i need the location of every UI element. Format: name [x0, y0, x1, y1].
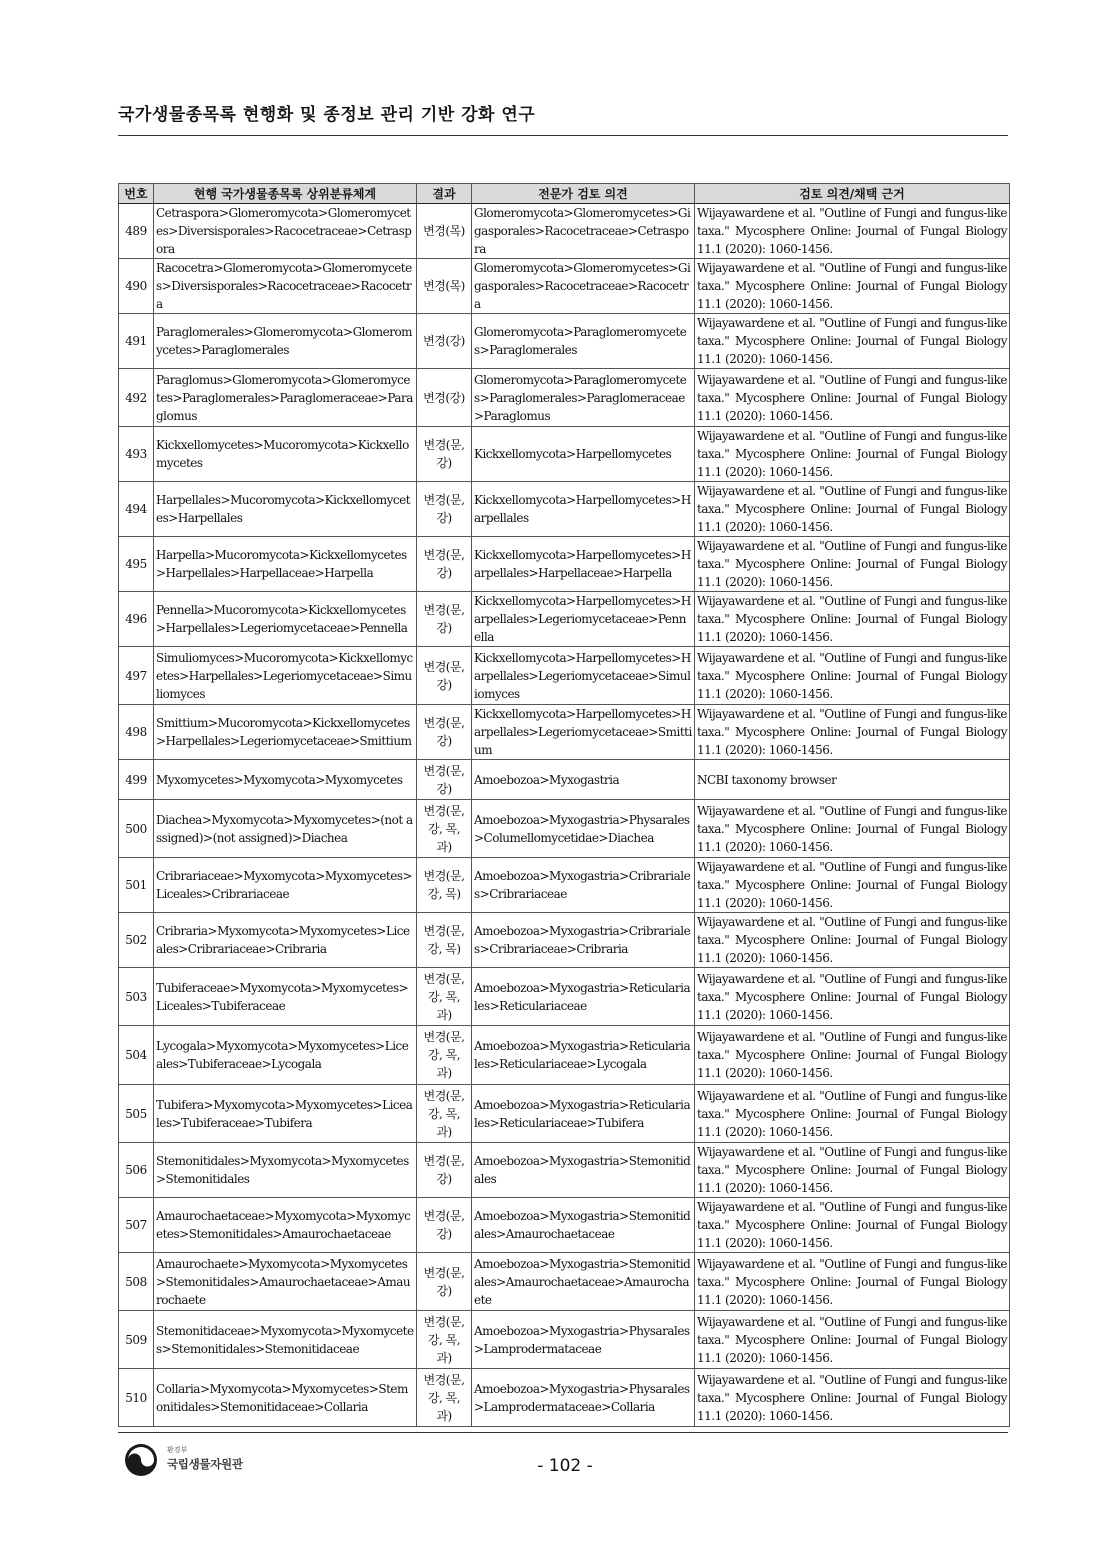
expert-opinion: Amoebozoa>Myxogastria>Reticulariales>Reticulariaceae: [472, 968, 695, 1026]
review-basis: Wijayawardene et al. "Outline of Fungi and fungus-like taxa." Mycosphere Online: Journal of Fungal Biology 11.1 (2020): 1060-1456.: [695, 204, 1010, 259]
current-classification: Paraglomus>Glomeromycota>Glomeromycetes>Paraglomerales>Paraglomeraceae>Paraglomus: [154, 369, 417, 427]
review-result: 변경(문, 강, 목, 과): [417, 1085, 472, 1143]
current-classification: Harpellales>Mucoromycota>Kickxellomycetes>Harpellales: [154, 482, 417, 537]
table-row: [119, 968, 1010, 1026]
review-result: 변경(문, 강): [417, 760, 472, 800]
review-result: 변경(문, 강): [417, 1143, 472, 1198]
row-number: 502: [119, 913, 154, 968]
current-classification: Paraglomerales>Glomeromycota>Glomeromycetes>Paraglomerales: [154, 314, 417, 369]
table-row: [119, 1198, 1010, 1253]
table-row: [119, 1369, 1010, 1427]
row-number: 493: [119, 427, 154, 482]
review-basis: Wijayawardene et al. "Outline of Fungi and fungus-like taxa." Mycosphere Online: Journal of Fungal Biology 11.1 (2020): 1060-1456.: [695, 259, 1010, 314]
review-result: 변경(문, 강, 목): [417, 913, 472, 968]
table-row: [119, 482, 1010, 537]
row-number: 505: [119, 1085, 154, 1143]
review-result: 변경(목): [417, 259, 472, 314]
expert-opinion: Amoebozoa>Myxogastria>Physarales>Lamprodermataceae: [472, 1311, 695, 1369]
expert-opinion: Amoebozoa>Myxogastria>Reticulariales>Reticulariaceae>Tubifera: [472, 1085, 695, 1143]
current-classification: Simuliomyces>Mucoromycota>Kickxellomycetes>Harpellales>Legeriomycetaceae>Simuliomyces: [154, 647, 417, 705]
expert-opinion: Amoebozoa>Myxogastria>Stemonitidales>Amaurochaetaceae>Amaurochaete: [472, 1253, 695, 1311]
review-basis: Wijayawardene et al. "Outline of Fungi and fungus-like taxa." Mycosphere Online: Journal of Fungal Biology 11.1 (2020): 1060-1456.: [695, 314, 1010, 369]
review-result: 변경(문, 강): [417, 705, 472, 760]
review-result: 변경(문, 강, 목, 과): [417, 968, 472, 1026]
row-number: 508: [119, 1253, 154, 1311]
expert-opinion: Kickxellomycota>Harpellomycetes>Harpellales>Legeriomycetaceae>Smittium: [472, 705, 695, 760]
institution-logo: [124, 1443, 274, 1477]
review-basis: Wijayawardene et al. "Outline of Fungi and fungus-like taxa." Mycosphere Online: Journal of Fungal Biology 11.1 (2020): 1060-1456.: [695, 1143, 1010, 1198]
expert-opinion: Kickxellomycota>Harpellomycetes>Harpellales>Legeriomycetaceae>Simuliomyces: [472, 647, 695, 705]
ministry-emblem-icon: [124, 1443, 158, 1477]
table-row: [119, 1143, 1010, 1198]
header-divider: [118, 135, 1008, 136]
table-row: [119, 369, 1010, 427]
expert-opinion: Glomeromycota>Paraglomeromycetes>Paraglomerales>Paraglomeraceae>Paraglomus: [472, 369, 695, 427]
current-classification: Lycogala>Myxomycota>Myxomycetes>Liceales>Tubiferaceae>Lycogala: [154, 1026, 417, 1085]
footer-divider: [118, 1432, 1008, 1433]
review-basis: Wijayawardene et al. "Outline of Fungi and fungus-like taxa." Mycosphere Online: Journal of Fungal Biology 11.1 (2020): 1060-1456.: [695, 1311, 1010, 1369]
review-result: 변경(강): [417, 369, 472, 427]
row-number: 499: [119, 760, 154, 800]
taxonomy-review-table: [118, 183, 1010, 1427]
row-number: 495: [119, 537, 154, 592]
row-number: 510: [119, 1369, 154, 1427]
ministry-label: 환경부: [167, 1446, 188, 1454]
review-result: 변경(문, 강, 목): [417, 858, 472, 913]
expert-opinion: Amoebozoa>Myxogastria>Physarales>Lamprodermataceae>Collaria: [472, 1369, 695, 1427]
column-header-number: 번호: [119, 184, 154, 204]
current-classification: Pennella>Mucoromycota>Kickxellomycetes>Harpellales>Legeriomycetaceae>Pennella: [154, 592, 417, 647]
review-basis: Wijayawardene et al. "Outline of Fungi and fungus-like taxa." Mycosphere Online: Journal of Fungal Biology 11.1 (2020): 1060-1456.: [695, 1253, 1010, 1311]
review-basis: Wijayawardene et al. "Outline of Fungi and fungus-like taxa." Mycosphere Online: Journal of Fungal Biology 11.1 (2020): 1060-1456.: [695, 1198, 1010, 1253]
review-result: 변경(문, 강): [417, 647, 472, 705]
review-basis: Wijayawardene et al. "Outline of Fungi and fungus-like taxa." Mycosphere Online: Journal of Fungal Biology 11.1 (2020): 1060-1456.: [695, 427, 1010, 482]
row-number: 494: [119, 482, 154, 537]
row-number: 504: [119, 1026, 154, 1085]
column-header-expert-opinion: 전문가 검토 의견: [472, 184, 695, 204]
current-classification: Myxomycetes>Myxomycota>Myxomycetes: [154, 760, 417, 800]
row-number: 492: [119, 369, 154, 427]
expert-opinion: Amoebozoa>Myxogastria>Stemonitidales: [472, 1143, 695, 1198]
current-classification: Tubifera>Myxomycota>Myxomycetes>Liceales>Tubiferaceae>Tubifera: [154, 1085, 417, 1143]
review-result: 변경(문, 강, 목, 과): [417, 1026, 472, 1085]
review-basis: NCBI taxonomy browser: [695, 760, 1010, 800]
current-classification: Diachea>Myxomycota>Myxomycetes>(not assigned)>(not assigned)>Diachea: [154, 800, 417, 858]
expert-opinion: Kickxellomycota>Harpellomycetes>Harpellales>Harpellaceae>Harpella: [472, 537, 695, 592]
table-row: [119, 705, 1010, 760]
review-basis: Wijayawardene et al. "Outline of Fungi and fungus-like taxa." Mycosphere Online: Journal of Fungal Biology 11.1 (2020): 1060-1456.: [695, 1085, 1010, 1143]
expert-opinion: Amoebozoa>Myxogastria>Stemonitidales>Amaurochaetaceae: [472, 1198, 695, 1253]
review-result: 변경(문, 강): [417, 1253, 472, 1311]
current-classification: Cribraria>Myxomycota>Myxomycetes>Liceales>Cribrariaceae>Cribraria: [154, 913, 417, 968]
expert-opinion: Amoebozoa>Myxogastria>Physarales>Columellomycetidae>Diachea: [472, 800, 695, 858]
review-result: 변경(문, 강): [417, 592, 472, 647]
column-header-result: 결과: [417, 184, 472, 204]
expert-opinion: Glomeromycota>Glomeromycetes>Gigasporales>Racocetraceae>Cetraspora: [472, 204, 695, 259]
table-row: [119, 1085, 1010, 1143]
table-row: [119, 537, 1010, 592]
review-result: 변경(문, 강): [417, 427, 472, 482]
expert-opinion: Kickxellomycota>Harpellomycetes: [472, 427, 695, 482]
expert-opinion: Amoebozoa>Myxogastria: [472, 760, 695, 800]
row-number: 489: [119, 204, 154, 259]
table-row: [119, 427, 1010, 482]
row-number: 497: [119, 647, 154, 705]
review-basis: Wijayawardene et al. "Outline of Fungi and fungus-like taxa." Mycosphere Online: Journal of Fungal Biology 11.1 (2020): 1060-1456.: [695, 800, 1010, 858]
review-result: 변경(문, 강, 목, 과): [417, 1369, 472, 1427]
table-row: [119, 913, 1010, 968]
table-row: [119, 1311, 1010, 1369]
table-row: [119, 259, 1010, 314]
current-classification: Cribrariaceae>Myxomycota>Myxomycetes>Liceales>Cribrariaceae: [154, 858, 417, 913]
current-classification: Smittium>Mucoromycota>Kickxellomycetes>Harpellales>Legeriomycetaceae>Smittium: [154, 705, 417, 760]
review-basis: Wijayawardene et al. "Outline of Fungi and fungus-like taxa." Mycosphere Online: Journal of Fungal Biology 11.1 (2020): 1060-1456.: [695, 369, 1010, 427]
table-row: [119, 800, 1010, 858]
current-classification: Harpella>Mucoromycota>Kickxellomycetes>Harpellales>Harpellaceae>Harpella: [154, 537, 417, 592]
current-classification: Stemonitidales>Myxomycota>Myxomycetes>Stemonitidales: [154, 1143, 417, 1198]
review-result: 변경(강): [417, 314, 472, 369]
row-number: 501: [119, 858, 154, 913]
review-basis: Wijayawardene et al. "Outline of Fungi and fungus-like taxa." Mycosphere Online: Journal of Fungal Biology 11.1 (2020): 1060-1456.: [695, 1026, 1010, 1085]
table-row: [119, 858, 1010, 913]
expert-opinion: Amoebozoa>Myxogastria>Reticulariales>Reticulariaceae>Lycogala: [472, 1026, 695, 1085]
current-classification: Collaria>Myxomycota>Myxomycetes>Stemonitidales>Stemonitidaceae>Collaria: [154, 1369, 417, 1427]
table-row: [119, 1026, 1010, 1085]
current-classification: Amaurochaete>Myxomycota>Myxomycetes>Stemonitidales>Amaurochaetaceae>Amaurochaete: [154, 1253, 417, 1311]
current-classification: Cetraspora>Glomeromycota>Glomeromycetes>Diversisporales>Racocetraceae>Cetraspora: [154, 204, 417, 259]
expert-opinion: Glomeromycota>Glomeromycetes>Gigasporales>Racocetraceae>Racocetra: [472, 259, 695, 314]
review-result: 변경(목): [417, 204, 472, 259]
current-classification: Racocetra>Glomeromycota>Glomeromycetes>Diversisporales>Racocetraceae>Racocetra: [154, 259, 417, 314]
row-number: 500: [119, 800, 154, 858]
review-result: 변경(문, 강): [417, 482, 472, 537]
review-basis: Wijayawardene et al. "Outline of Fungi and fungus-like taxa." Mycosphere Online: Journal of Fungal Biology 11.1 (2020): 1060-1456.: [695, 913, 1010, 968]
review-result: 변경(문, 강): [417, 537, 472, 592]
column-header-review-basis: 검토 의견/채택 근거: [695, 184, 1010, 204]
organization-name: 국립생물자원관: [167, 1457, 243, 1471]
review-basis: Wijayawardene et al. "Outline of Fungi and fungus-like taxa." Mycosphere Online: Journal of Fungal Biology 11.1 (2020): 1060-1456.: [695, 482, 1010, 537]
review-basis: Wijayawardene et al. "Outline of Fungi and fungus-like taxa." Mycosphere Online: Journal of Fungal Biology 11.1 (2020): 1060-1456.: [695, 1369, 1010, 1427]
review-basis: Wijayawardene et al. "Outline of Fungi and fungus-like taxa." Mycosphere Online: Journal of Fungal Biology 11.1 (2020): 1060-1456.: [695, 968, 1010, 1026]
review-basis: Wijayawardene et al. "Outline of Fungi and fungus-like taxa." Mycosphere Online: Journal of Fungal Biology 11.1 (2020): 1060-1456.: [695, 647, 1010, 705]
row-number: 503: [119, 968, 154, 1026]
review-result: 변경(문, 강, 목, 과): [417, 1311, 472, 1369]
expert-opinion: Amoebozoa>Myxogastria>Cribrariales>Cribrariaceae: [472, 858, 695, 913]
expert-opinion: Glomeromycota>Paraglomeromycetes>Paraglomerales: [472, 314, 695, 369]
review-basis: Wijayawardene et al. "Outline of Fungi and fungus-like taxa." Mycosphere Online: Journal of Fungal Biology 11.1 (2020): 1060-1456.: [695, 537, 1010, 592]
row-number: 507: [119, 1198, 154, 1253]
review-result: 변경(문, 강): [417, 1198, 472, 1253]
row-number: 490: [119, 259, 154, 314]
table-row: [119, 592, 1010, 647]
current-classification: Stemonitidaceae>Myxomycota>Myxomycetes>Stemonitidales>Stemonitidaceae: [154, 1311, 417, 1369]
row-number: 506: [119, 1143, 154, 1198]
table-body: [119, 204, 1010, 1427]
row-number: 491: [119, 314, 154, 369]
row-number: 496: [119, 592, 154, 647]
page-number: - 102 -: [537, 1456, 593, 1476]
table-header-row: [119, 184, 1010, 204]
expert-opinion: Kickxellomycota>Harpellomycetes>Harpellales: [472, 482, 695, 537]
expert-opinion: Amoebozoa>Myxogastria>Cribrariales>Cribrariaceae>Cribraria: [472, 913, 695, 968]
current-classification: Kickxellomycetes>Mucoromycota>Kickxellomycetes: [154, 427, 417, 482]
document-header-title: 국가생물종목록 현행화 및 종정보 관리 기반 강화 연구: [118, 105, 536, 125]
current-classification: Tubiferaceae>Myxomycota>Myxomycetes>Liceales>Tubiferaceae: [154, 968, 417, 1026]
table-row: [119, 760, 1010, 800]
expert-opinion: Kickxellomycota>Harpellomycetes>Harpellales>Legeriomycetaceae>Pennella: [472, 592, 695, 647]
table-row: [119, 1253, 1010, 1311]
review-basis: Wijayawardene et al. "Outline of Fungi and fungus-like taxa." Mycosphere Online: Journal of Fungal Biology 11.1 (2020): 1060-1456.: [695, 705, 1010, 760]
review-result: 변경(문, 강, 목, 과): [417, 800, 472, 858]
review-basis: Wijayawardene et al. "Outline of Fungi and fungus-like taxa." Mycosphere Online: Journal of Fungal Biology 11.1 (2020): 1060-1456.: [695, 592, 1010, 647]
table-row: [119, 204, 1010, 259]
row-number: 498: [119, 705, 154, 760]
row-number: 509: [119, 1311, 154, 1369]
column-header-current-classification: 현행 국가생물종목록 상위분류체계: [154, 184, 417, 204]
table-row: [119, 314, 1010, 369]
current-classification: Amaurochaetaceae>Myxomycota>Myxomycetes>Stemonitidales>Amaurochaetaceae: [154, 1198, 417, 1253]
table-row: [119, 647, 1010, 705]
review-basis: Wijayawardene et al. "Outline of Fungi and fungus-like taxa." Mycosphere Online: Journal of Fungal Biology 11.1 (2020): 1060-1456.: [695, 858, 1010, 913]
